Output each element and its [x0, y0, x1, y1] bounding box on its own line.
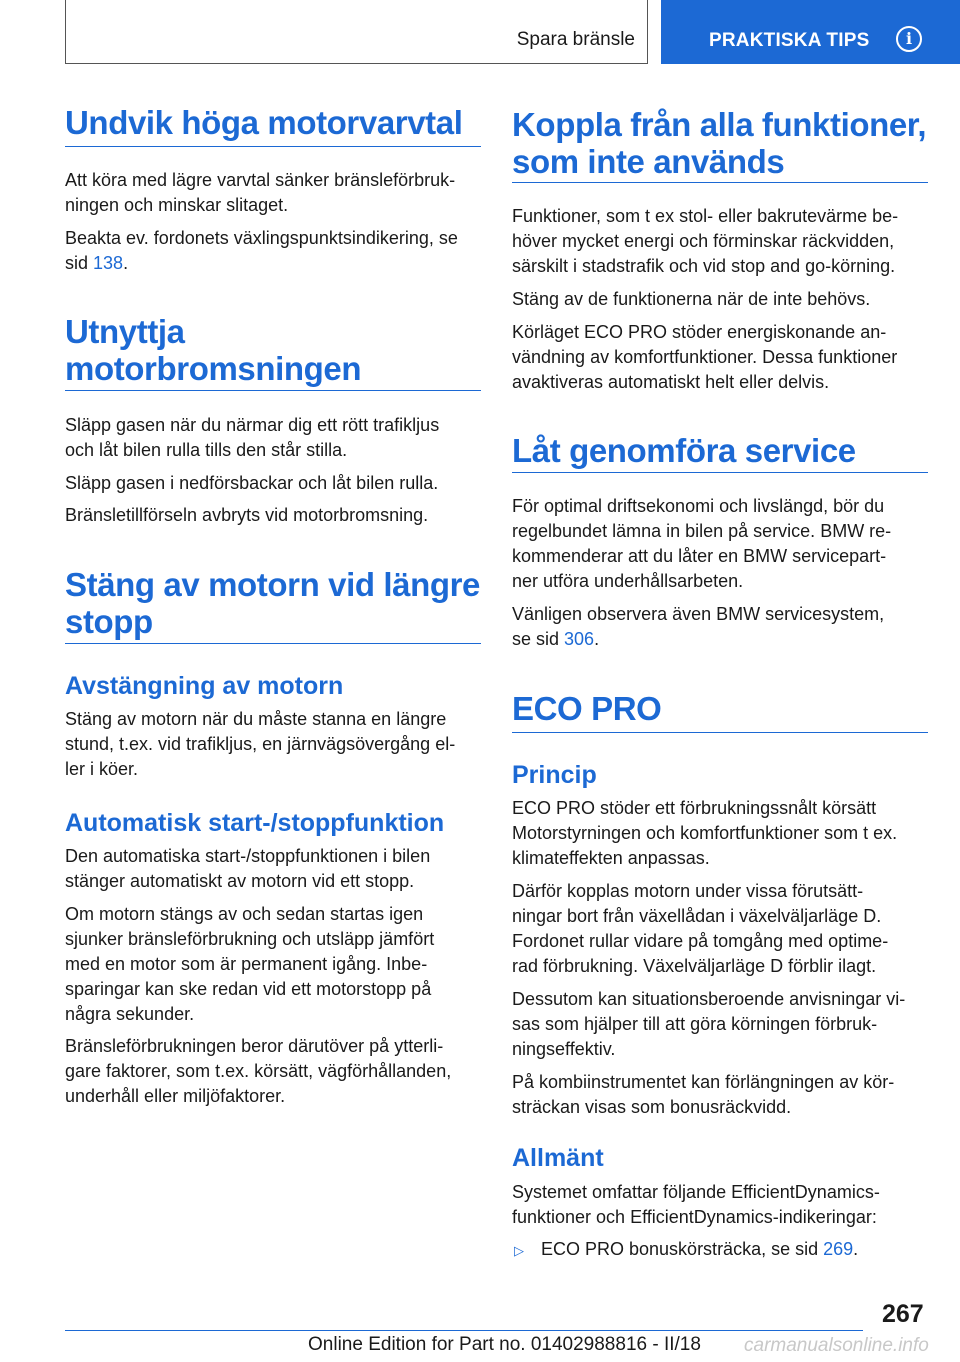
page-link-269[interactable]: 269: [823, 1239, 854, 1259]
paragraph: Bränsletillförseln avbryts vid motorbromsning.: [65, 505, 429, 525]
paragraph: Om motorn stängs av och sedan startas igen sjunker bränsleförbrukning och utsläpp jämfört med en motor som är permanent igång. Inbe- sparingar kan ske redan vid ett motorstopp på några sekunder.: [65, 904, 435, 1024]
paragraph: På kombiinstrumentet kan förlängningen av kör- sträckan visas som bonusräckvidd.: [512, 1072, 895, 1117]
paragraph: Därför kopplas motorn under vissa förutsätt- ningar bort från växellådan i växelväljarläge D. Fordonet rullar vidare på tomgång med optime- rad förbrukning. Växelväljarläge D förblir ilagt.: [512, 881, 889, 976]
paragraph: Stäng av motorn när du måste stanna en längre stund, t.ex. vid trafikljus, en järnvägsövergång el- ler i köer.: [65, 709, 456, 779]
heading-rule: [65, 146, 481, 147]
header-section-title: Spara bränsle: [516, 29, 635, 50]
info-icon: i: [896, 26, 922, 52]
watermark: carmanualsonline.info: [744, 1335, 929, 1356]
paragraph: Systemet omfattar följande EfficientDynamics- funktioner och EfficientDynamics-indikeringar:: [512, 1182, 880, 1227]
heading-engine-braking: Utnyttja motorbromsningen: [65, 313, 362, 387]
paragraph: Släpp gasen när du närmar dig ett rött trafikljus och låt bilen rulla tills den står stilla.: [65, 415, 440, 460]
subheading-engine-shutdown: Avstängning av motorn: [65, 672, 344, 700]
header-tab-label: PRAKTISKA TIPS: [709, 30, 870, 51]
page-number: 267: [882, 1300, 924, 1328]
footer-rule: [65, 1330, 863, 1331]
paragraph: Körläget ECO PRO stöder energiskonande an- vändning av komfortfunktioner. Dessa funktioner avaktiveras automatiskt helt eller delvis.: [512, 322, 898, 392]
heading-rule: [512, 732, 928, 733]
paragraph: Släpp gasen i nedförsbackar och låt bilen rulla.: [65, 473, 439, 493]
list-item: ECO PRO bonuskörsträcka, se sid 269.: [541, 1239, 859, 1259]
paragraph: Vänligen observera även BMW servicesystem, se sid 306.: [512, 604, 885, 649]
footer-edition: Online Edition for Part no. 01402988816 - II/18: [308, 1334, 701, 1355]
heading-rule: [65, 643, 481, 644]
subheading-general: Allmänt: [512, 1144, 604, 1172]
header-section-box: [65, 0, 648, 64]
bullet-triangle-icon: ▷: [514, 1243, 524, 1258]
paragraph: Funktioner, som t ex stol- eller bakrutevärme be- höver mycket energi och förminskar räckvidden, särskilt i stadstrafik och vid stop and go-körning.: [512, 206, 899, 276]
paragraph: Beakta ev. fordonets växlingspunktsindikering, se sid 138.: [65, 228, 458, 273]
subheading-auto-start-stop: Automatisk start-/stoppfunktion: [65, 809, 445, 837]
paragraph: Stäng av de funktionerna när de inte behövs.: [512, 289, 871, 309]
heading-rule: [512, 472, 928, 473]
page-link-138[interactable]: 138: [93, 253, 124, 273]
paragraph: För optimal driftsekonomi och livslängd, bör du regelbundet lämna in bilen på service. BMW re- kommenderar att du låter en BMW servicepart- ner utföra underhållsarbeten.: [512, 496, 892, 591]
paragraph: Bränsleförbrukningen beror därutöver på ytterli- gare faktorer, som t.ex. körsätt, vägförhållanden, underhåll eller miljöfaktorer.: [65, 1036, 452, 1106]
heading-disable-functions: Koppla från alla funktioner, som inte används: [512, 106, 927, 180]
paragraph: ECO PRO stöder ett förbrukningssnålt körsätt Motorstyrningen och komfortfunktioner som t ex. klimateffekten anpassas.: [512, 798, 898, 868]
heading-eco-pro: ECO PRO: [512, 690, 662, 727]
paragraph: Den automatiska start-/stoppfunktionen i bilen stänger automatiskt av motorn vid ett stopp.: [65, 846, 431, 891]
heading-stop-engine: Stäng av motorn vid längre stopp: [65, 566, 481, 640]
header-tab-practical-tips[interactable]: [661, 0, 960, 64]
heading-avoid-high-rpm: Undvik höga motorvarvtal: [65, 104, 463, 141]
paragraph: Att köra med lägre varvtal sänker bränsleförbruk- ningen och minskar slitaget.: [65, 170, 456, 215]
subheading-principle: Princip: [512, 761, 597, 789]
heading-rule: [65, 390, 481, 391]
heading-rule: [512, 182, 928, 183]
page-link-306[interactable]: 306: [564, 629, 595, 649]
paragraph: Dessutom kan situationsberoende anvisningar vi- sas som hjälper till att göra körningen förbruk- ningseffektiv.: [512, 989, 906, 1059]
heading-service: Låt genomföra service: [512, 432, 856, 469]
